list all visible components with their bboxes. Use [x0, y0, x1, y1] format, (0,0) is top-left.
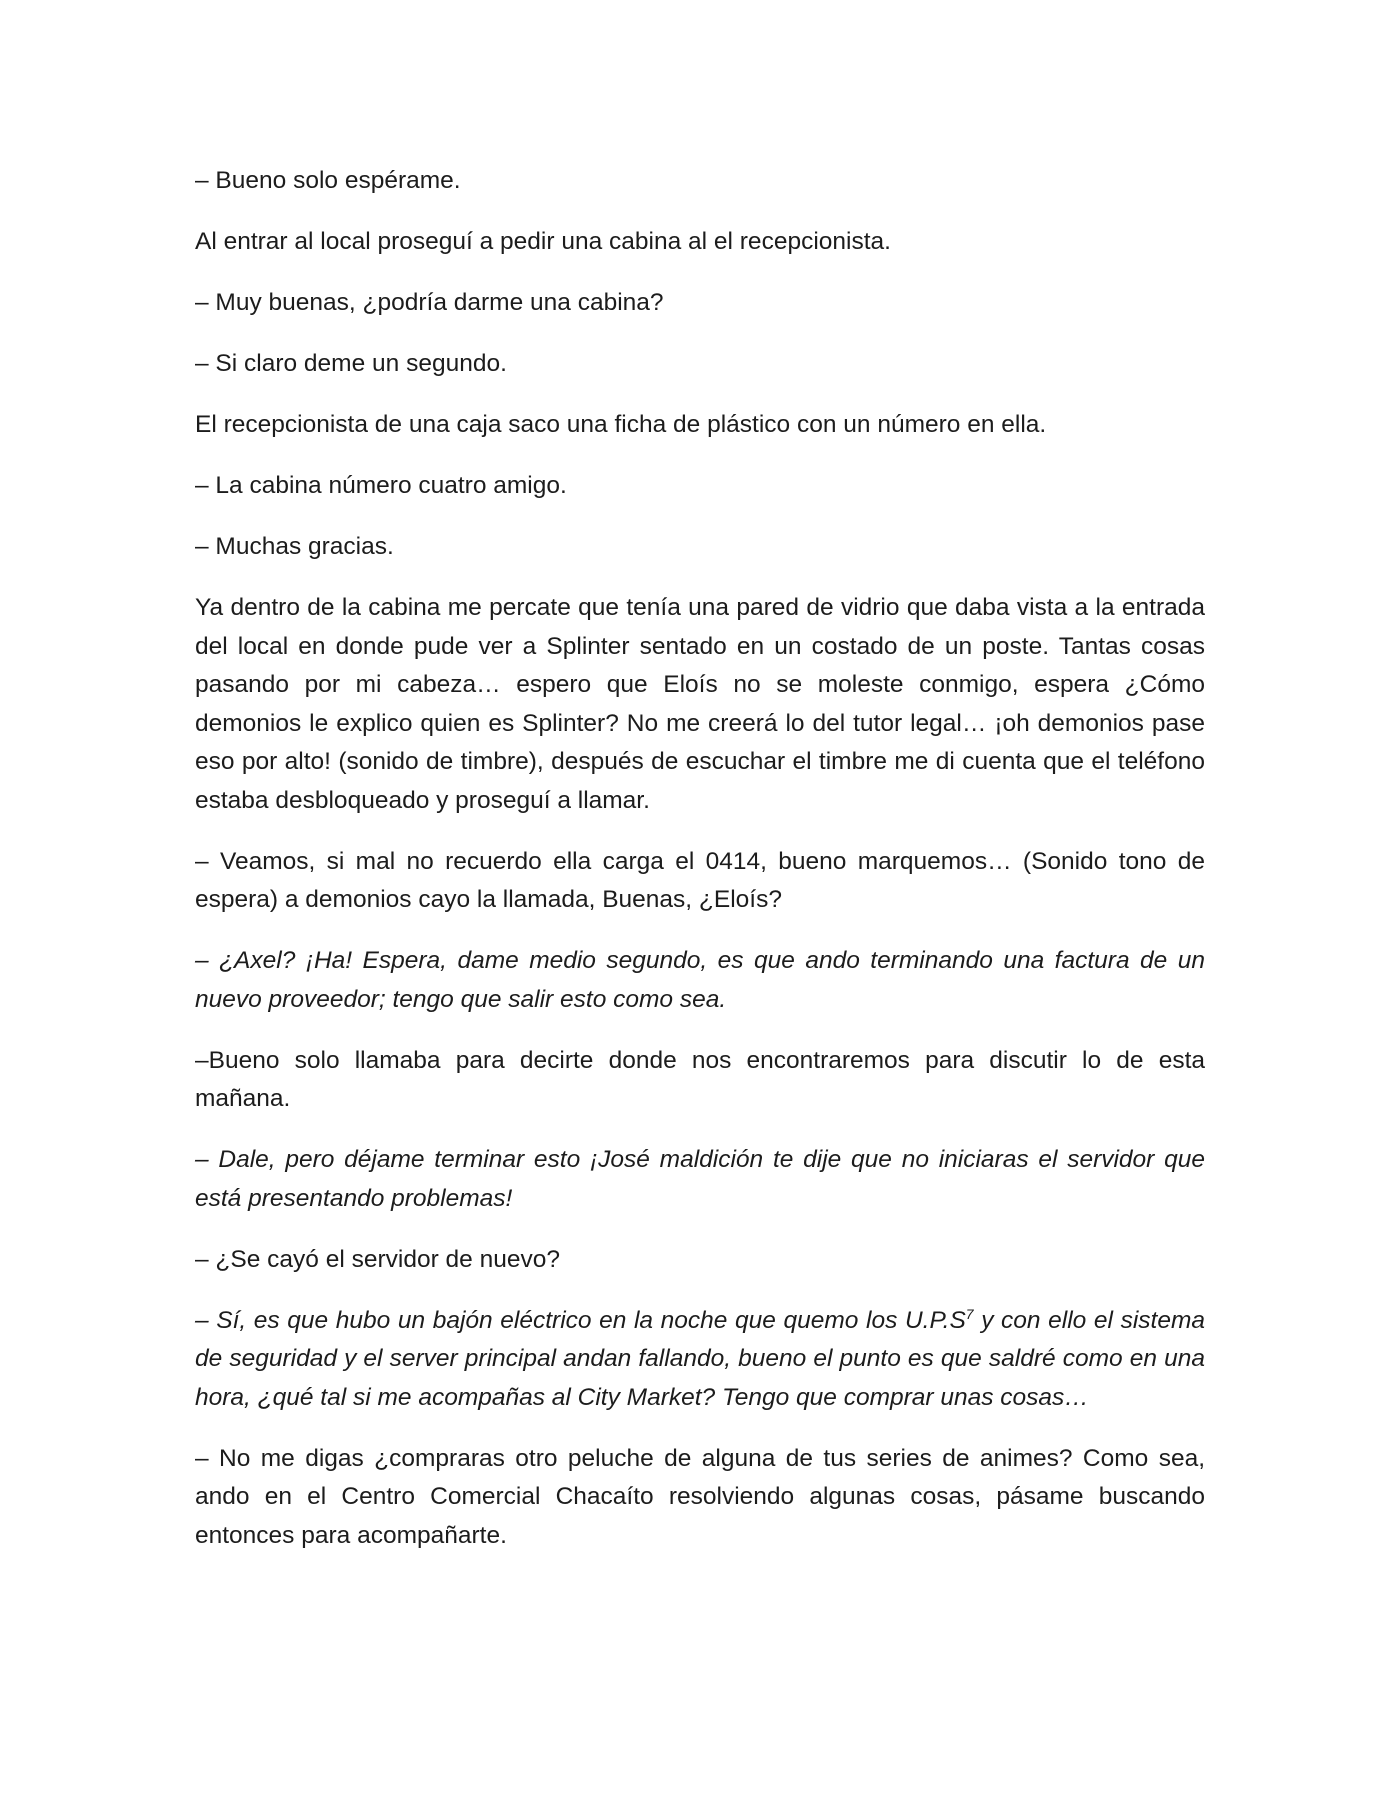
paragraph-15: – No me digas ¿compraras otro peluche de alguna de tus series de animes? Como sea, ando en el Centro Comercial Chacaíto resolviendo algunas cosas, pásame buscando entonces para acompañarte.	[195, 1444, 1205, 1549]
paragraph-9: – Veamos, si mal no recuerdo ella carga el 0414, bueno marquemos… (Sonido tono de espera) a demonios cayo la llamada, Buenas, ¿Eloís?	[195, 847, 1205, 913]
paragraph-2: Al entrar al local proseguí a pedir una cabina al el recepcionista.	[195, 228, 891, 255]
paragraph-6: – La cabina número cuatro amigo.	[195, 472, 567, 499]
footnote-mark: 7	[965, 1305, 974, 1322]
paragraph-14-text-before: – Sí, es que hubo un bajón eléctrico en la noche que quemo los U.P.S	[195, 1306, 966, 1334]
paragraph-13: – ¿Se cayó el servidor de nuevo?	[195, 1245, 560, 1273]
paragraph-8: Ya dentro de la cabina me percate que tenía una pared de vidrio que daba vista a la entrada del local en donde pude ver a Splinter sentado en un costado de un poste. Tantas cosas pasando por mi cabeza… espero que Eloís no se moleste conmigo, espera ¿Cómo demonios le explico quien es Splinter? No me creerá lo del tutor legal… ¡oh demonios pase eso por alto! (sonido de timbre), después de escuchar el timbre me di cuenta que el teléfono estaba desbloqueado y proseguí a llamar.	[195, 594, 1205, 814]
paragraph-3: – Muy buenas, ¿podría darme una cabina?	[195, 289, 664, 316]
text-column	[195, 162, 1205, 1578]
paragraph-12: – Dale, pero déjame terminar esto ¡José maldición te dije que no iniciaras el servidor que está presentando problemas!	[195, 1146, 1205, 1212]
paragraph-5: El recepcionista de una caja saco una ficha de plástico con un número en ella.	[195, 411, 1047, 438]
paragraph-14	[195, 1302, 1205, 1418]
paragraph-14-text-after: y con ello el sistema de seguridad y el server principal andan fallando, bueno el punto es que saldré como en una hora, ¿qué tal si me acompañas al City Market? Tengo que comprar unas cosas…	[195, 1306, 1206, 1411]
paragraph-7: – Muchas gracias.	[195, 533, 394, 560]
paragraph-4: – Si claro deme un segundo.	[195, 350, 507, 377]
paragraph-11: –Bueno solo llamaba para decirte donde nos encontraremos para discutir lo de esta mañana.	[195, 1046, 1205, 1112]
paragraph-10: – ¿Axel? ¡Ha! Espera, dame medio segundo, es que ando terminando una factura de un nuevo proveedor; tengo que salir esto como sea.	[195, 947, 1205, 1013]
paragraph-1: – Bueno solo espérame.	[195, 167, 461, 194]
